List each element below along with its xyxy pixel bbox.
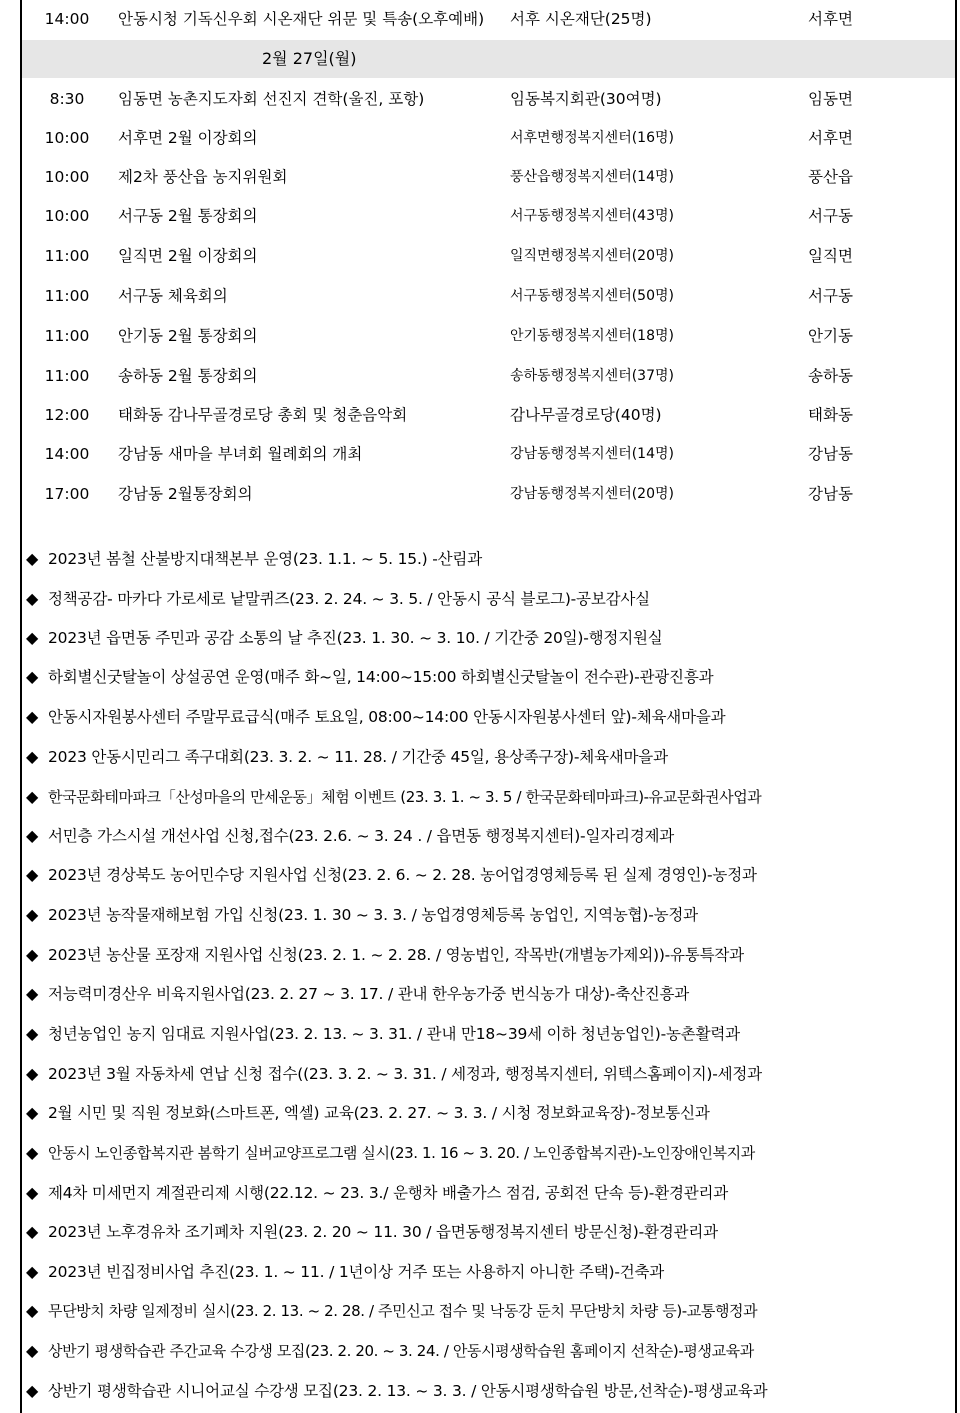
schedule-row	[22, 317, 955, 356]
notice-text: 2023 안동시민리그 족구대회(23. 3. 2. ~ 11. 28. / 기간중 45일, 용상족구장)-체육새마을과	[48, 748, 668, 766]
schedule-title: 강남동 새마을 부녀회 월례회의 개최	[118, 445, 363, 463]
schedule-dept: 강남동	[808, 445, 853, 463]
schedule-dept: 안기동	[808, 327, 853, 345]
schedule-title: 제2차 풍산읍 농지위원회	[118, 168, 288, 186]
diamond-bullet-icon: ◆	[26, 945, 39, 964]
notice-text: 무단방치 차량 일제정비 실시(23. 2. 13. ~ 2. 28. / 주민신고 접수 및 낙동강 둔치 무단방치 차량 등)-교통행정과	[48, 1302, 758, 1320]
notice-item	[26, 544, 956, 574]
date-header-label: 2월 27일(월)	[262, 49, 357, 68]
notice-text: 2월 시민 및 직원 정보화(스마트폰, 엑셀) 교육(23. 2. 27. ~ 3. 3. / 시청 정보화교육장)-정보통신과	[48, 1104, 710, 1122]
schedule-title: 강남동 2월통장회의	[118, 485, 253, 503]
schedule-dept: 송하동	[808, 367, 853, 385]
schedule-dept: 임동면	[808, 90, 853, 108]
schedule-time: 10:00	[44, 129, 90, 147]
diamond-bullet-icon: ◆	[26, 1183, 39, 1202]
schedule-place: 안기동행정복지센터(18명)	[510, 328, 674, 344]
schedule-dept: 태화동	[808, 406, 853, 424]
notice-text: 서민층 가스시설 개선사업 신청,접수(23. 2.6. ~ 3. 24 . / 읍면동 행정복지센터)-일자리경제과	[48, 827, 675, 845]
schedule-title: 서구동 체육회의	[118, 287, 228, 305]
notice-text: 청년농업인 농지 임대료 지원사업(23. 2. 13. ~ 3. 31. / 관내 만18~39세 이하 청년농업인)-농촌활력과	[48, 1025, 740, 1043]
schedule-row	[22, 357, 955, 396]
diamond-bullet-icon: ◆	[26, 984, 39, 1003]
schedule-row	[22, 277, 955, 316]
notice-text: 하회별신굿탈놀이 상설공연 운영(매주 화~일, 14:00~15:00 하회별신굿탈놀이 전수관)-관광진흥과	[48, 668, 714, 686]
notice-item	[26, 782, 956, 812]
schedule-dept: 서구동	[808, 287, 853, 305]
schedule-title: 서후면 2월 이장회의	[118, 129, 258, 147]
notice-item	[26, 900, 956, 930]
notice-text: 2023년 3월 자동차세 연납 신청 접수((23. 3. 2. ~ 3. 31. / 세정과, 행정복지센터, 위텍스홈페이지)-세정과	[48, 1065, 762, 1083]
notice-text: 상반기 평생학습관 시니어교실 수강생 모집(23. 2. 13. ~ 3. 3. / 안동시평생학습원 방문,선착순)-평생교육과	[48, 1382, 768, 1400]
notice-item	[26, 702, 956, 732]
schedule-dept: 서후면	[808, 129, 853, 147]
schedule-title: 송하동 2월 통장회의	[118, 367, 258, 385]
schedule-time: 14:00	[44, 445, 90, 463]
diamond-bullet-icon: ◆	[26, 1301, 39, 1320]
schedule-row	[22, 475, 955, 514]
schedule-time: 11:00	[44, 327, 90, 345]
schedule-place: 서후 시온재단(25명)	[510, 10, 652, 28]
diamond-bullet-icon: ◆	[26, 707, 39, 726]
schedule-title: 임동면 농촌지도자회 선진지 견학(울진, 포항)	[118, 90, 425, 108]
schedule-place: 풍산읍행정복지센터(14명)	[510, 169, 674, 185]
schedule-time: 14:00	[44, 10, 90, 28]
diamond-bullet-icon: ◆	[26, 1143, 39, 1162]
notice-item	[26, 1336, 956, 1366]
notice-item	[26, 623, 956, 653]
notice-text: 상반기 평생학습관 주간교육 수강생 모집(23. 2. 20. ~ 3. 24. / 안동시평생학습원 홈페이지 선착순)-평생교육과	[48, 1342, 754, 1360]
schedule-dept: 풍산읍	[808, 168, 853, 186]
notice-item	[26, 979, 956, 1009]
notice-item	[26, 1257, 956, 1287]
notice-item	[26, 584, 956, 614]
diamond-bullet-icon: ◆	[26, 787, 39, 806]
schedule-time: 12:00	[44, 406, 90, 424]
schedule-row	[22, 0, 955, 39]
schedule-place: 서구동행정복지센터(50명)	[510, 288, 674, 304]
schedule-row	[22, 197, 955, 236]
schedule-title: 안동시청 기독신우회 시온재단 위문 및 특송(오후예배)	[118, 10, 485, 28]
schedule-place: 강남동행정복지센터(14명)	[510, 446, 674, 462]
diamond-bullet-icon: ◆	[26, 1341, 39, 1360]
diamond-bullet-icon: ◆	[26, 589, 39, 608]
schedule-row	[22, 396, 955, 435]
notice-text: 한국문화테마파크「산성마을의 만세운동」체험 이벤트 (23. 3. 1. ~ 3. 5 / 한국문화테마파크)-유교문화권사업과	[48, 788, 762, 806]
notice-item	[26, 821, 956, 851]
schedule-time: 11:00	[44, 247, 90, 265]
notice-item	[26, 1296, 956, 1326]
notice-text: 2023년 농작물재해보험 가입 신청(23. 1. 30 ~ 3. 3. / 농업경영체등록 농업인, 지역농협)-농정과	[48, 906, 698, 924]
schedule-dept: 서후면	[808, 10, 853, 28]
notice-item	[26, 1178, 956, 1208]
notice-text: 저능력미경산우 비육지원사업(23. 2. 27 ~ 3. 17. / 관내 한우농가중 번식농가 대상)-축산진흥과	[48, 985, 690, 1003]
schedule-place: 임동복지회관(30여명)	[510, 90, 662, 108]
notice-item	[26, 1376, 956, 1406]
date-header	[22, 40, 955, 78]
diamond-bullet-icon: ◆	[26, 1381, 39, 1400]
schedule-time: 10:00	[44, 207, 90, 225]
notice-item	[26, 1059, 956, 1089]
schedule-title: 서구동 2월 통장회의	[118, 207, 258, 225]
diamond-bullet-icon: ◆	[26, 1222, 39, 1241]
notice-item	[26, 742, 956, 772]
diamond-bullet-icon: ◆	[26, 1064, 39, 1083]
schedule-place: 송하동행정복지센터(37명)	[510, 368, 674, 384]
notice-item	[26, 940, 956, 970]
schedule-row	[22, 80, 955, 119]
schedule-dept: 일직면	[808, 247, 853, 265]
notice-text: 2023년 봄철 산불방지대책본부 운영(23. 1.1. ~ 5. 15.) -산림과	[48, 550, 482, 568]
notice-text: 2023년 읍면동 주민과 공감 소통의 날 추진(23. 1. 30. ~ 3. 10. / 기간중 20일)-행정지원실	[48, 629, 663, 647]
diamond-bullet-icon: ◆	[26, 826, 39, 845]
schedule-row	[22, 119, 955, 158]
schedule-row	[22, 158, 955, 197]
notice-item	[26, 1138, 956, 1168]
schedule-time: 11:00	[44, 287, 90, 305]
diamond-bullet-icon: ◆	[26, 549, 39, 568]
diamond-bullet-icon: ◆	[26, 1262, 39, 1281]
diamond-bullet-icon: ◆	[26, 1103, 39, 1122]
diamond-bullet-icon: ◆	[26, 1024, 39, 1043]
schedule-row	[22, 237, 955, 276]
schedule-place: 서구동행정복지센터(43명)	[510, 208, 674, 224]
notice-text: 안동시 노인종합복지관 봄학기 실버교양프로그램 실시(23. 1. 16 ~ 3. 20. / 노인종합복지관)-노인장애인복지과	[48, 1144, 755, 1162]
notice-item	[26, 860, 956, 890]
notice-item	[26, 662, 956, 692]
schedule-title: 일직면 2월 이장회의	[118, 247, 258, 265]
notice-text: 2023년 농산물 포장재 지원사업 신청(23. 2. 1. ~ 2. 28. / 영농법인, 작목반(개별농가제외))-유통특작과	[48, 946, 744, 964]
diamond-bullet-icon: ◆	[26, 747, 39, 766]
notice-text: 정책공감- 마카다 가로세로 낱말퀴즈(23. 2. 24. ~ 3. 5. / 안동시 공식 블로그)-공보감사실	[48, 590, 650, 608]
notice-text: 2023년 노후경유차 조기폐차 지원(23. 2. 20 ~ 11. 30 / 읍면동행정복지센터 방문신청)-환경관리과	[48, 1223, 718, 1241]
notice-text: 안동시자원봉사센터 주말무료급식(매주 토요일, 08:00~14:00 안동시자원봉사센터 앞)-체육새마을과	[48, 708, 726, 726]
diamond-bullet-icon: ◆	[26, 905, 39, 924]
schedule-dept: 강남동	[808, 485, 853, 503]
schedule-time: 17:00	[44, 485, 90, 503]
notice-item	[26, 1217, 956, 1247]
schedule-time: 11:00	[44, 367, 90, 385]
notice-item	[26, 1098, 956, 1128]
schedule-place: 서후면행정복지센터(16명)	[510, 130, 674, 146]
schedule-place: 감나무골경로당(40명)	[510, 406, 662, 424]
diamond-bullet-icon: ◆	[26, 628, 39, 647]
schedule-title: 태화동 감나무골경로당 총회 및 청춘음악회	[118, 406, 408, 424]
schedule-time: 10:00	[44, 168, 90, 186]
schedule-row	[22, 435, 955, 474]
notice-text: 2023년 빈집정비사업 추진(23. 1. ~ 11. / 1년이상 거주 또는 사용하지 아니한 주택)-건축과	[48, 1263, 665, 1281]
schedule-time: 8:30	[49, 90, 85, 108]
schedule-title: 안기동 2월 통장회의	[118, 327, 258, 345]
notice-text: 제4차 미세먼지 계절관리제 시행(22.12. ~ 23. 3./ 운행차 배출가스 점검, 공회전 단속 등)-환경관리과	[48, 1184, 729, 1202]
schedule-place: 일직면행정복지센터(20명)	[510, 248, 674, 264]
notice-item	[26, 1019, 956, 1049]
schedule-place: 강남동행정복지센터(20명)	[510, 486, 674, 502]
diamond-bullet-icon: ◆	[26, 667, 39, 686]
schedule-dept: 서구동	[808, 207, 853, 225]
notice-text: 2023년 경상북도 농어민수당 지원사업 신청(23. 2. 6. ~ 2. 28. 농어업경영체등록 된 실제 경영인)-농정과	[48, 866, 757, 884]
diamond-bullet-icon: ◆	[26, 865, 39, 884]
